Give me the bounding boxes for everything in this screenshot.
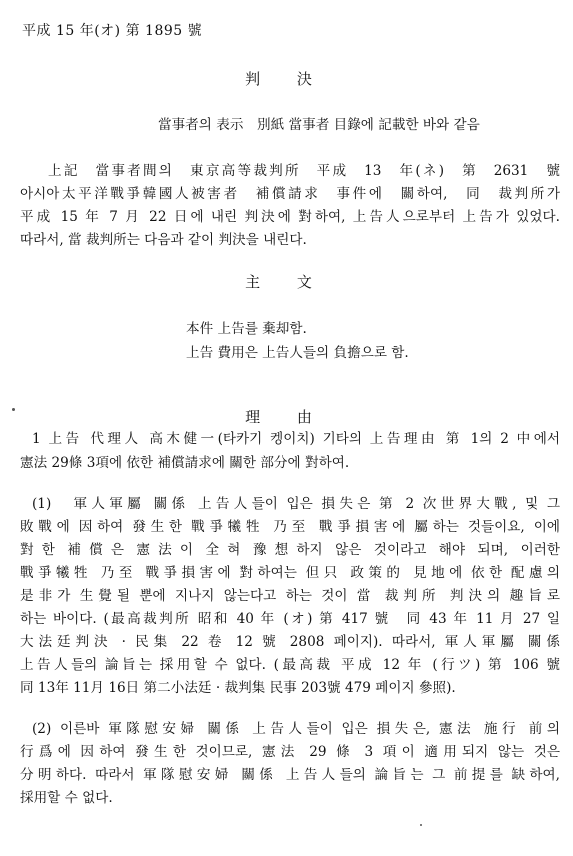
main-text-line: 本件 上告를 棄却함. xyxy=(186,321,307,337)
section1-line: 上告人들의 論旨는 採用할 수 없다. (最高裁 平成 12 年 (行ツ) 第 106 號 xyxy=(20,657,560,673)
section2-line: (2) 이른바 軍隊慰安婦 關係 上告人들이 입은 損失은, 憲法 施行 前의 xyxy=(32,721,560,737)
section1-line: 對한 補償은 憲法이 全혀 豫想하지 않은 것이라고 해야 되며, 이러한 xyxy=(20,542,560,558)
section2-line: 採用할 수 없다. xyxy=(20,790,113,806)
section2-line: 分明하다. 따라서 軍隊慰安婦 關係 上告人들의 論旨는 그 前提를 缺하여, xyxy=(20,767,560,783)
section1-line: 是非가 生覺될 뿐에 지나지 않는다고 하는 것이 當 裁判所 判決의 趣旨로 xyxy=(20,588,560,604)
reason-intro-line: 憲法 29條 3項에 依한 補償請求에 關한 部分에 對하여. xyxy=(20,455,350,471)
case-number: 平成 15 年(オ) 第 1895 號 xyxy=(22,23,203,39)
scan-mark xyxy=(420,824,422,826)
section1-line: 戰爭犧牲 乃至 戰爭損害에 對하여는 但只 政策的 見地에 依한 配慮의 xyxy=(20,565,560,581)
parties-statement: 當事者의 表示 別紙 當事者 目錄에 記載한 바와 같음 xyxy=(158,117,480,133)
reason-intro-line: 1 上告 代理人 高木健一(타카기 켕이치) 기타의 上告理由 第 1의 2 中에서 xyxy=(32,431,560,447)
main-text-heading: 主 文 xyxy=(245,273,328,291)
judgment-heading: 判 決 xyxy=(245,70,328,88)
section2-line: 行爲에 因하여 發生한 것이므로, 憲法 29 條 3 項이 適用되지 않는 것은 xyxy=(20,744,560,760)
section1-line: 하는 바이다. (最高裁判所 昭和 40 年 (オ) 第 417 號 同 43 年 11 月 27 일 xyxy=(20,611,560,627)
intro-line: 아시아太平洋戰爭韓國人被害者 補償請求 事件에 關하여, 同 裁判所가 xyxy=(20,186,560,202)
reasons-heading: 理 由 xyxy=(245,408,328,426)
section1-line: 敗戰에 因하여 發生한 戰爭犧牲 乃至 戰爭損害에 屬하는 것들이요, 이에 xyxy=(20,519,560,535)
intro-line: 平成 15 年 7 月 22 日에 내린 判決에 對하여, 上告人으로부터 上告가 있었다. xyxy=(20,209,560,225)
section1-line: 同 13年 11月 16日 第二小法廷 · 裁判集 民事 203號 479 페이지 參照). xyxy=(20,680,456,696)
main-text-line: 上告 費用은 上告人들의 負擔으로 함. xyxy=(186,345,409,361)
section1-line: (1) 軍人軍屬 關係 上告人들이 입은 損失은 第 2 次世界大戰, 및 그 xyxy=(32,496,560,512)
section1-line: 大法廷判決 · 民集 22 卷 12 號 2808 페이지). 따라서, 軍人軍屬 關係 xyxy=(20,634,560,650)
scan-mark xyxy=(12,408,15,411)
intro-line: 上記 當事者間의 東京高等裁判所 平成 13 年(ネ) 第 2631 號 xyxy=(48,163,560,179)
intro-line: 따라서, 當 裁判所는 다음과 같이 判決을 내린다. xyxy=(20,232,307,248)
